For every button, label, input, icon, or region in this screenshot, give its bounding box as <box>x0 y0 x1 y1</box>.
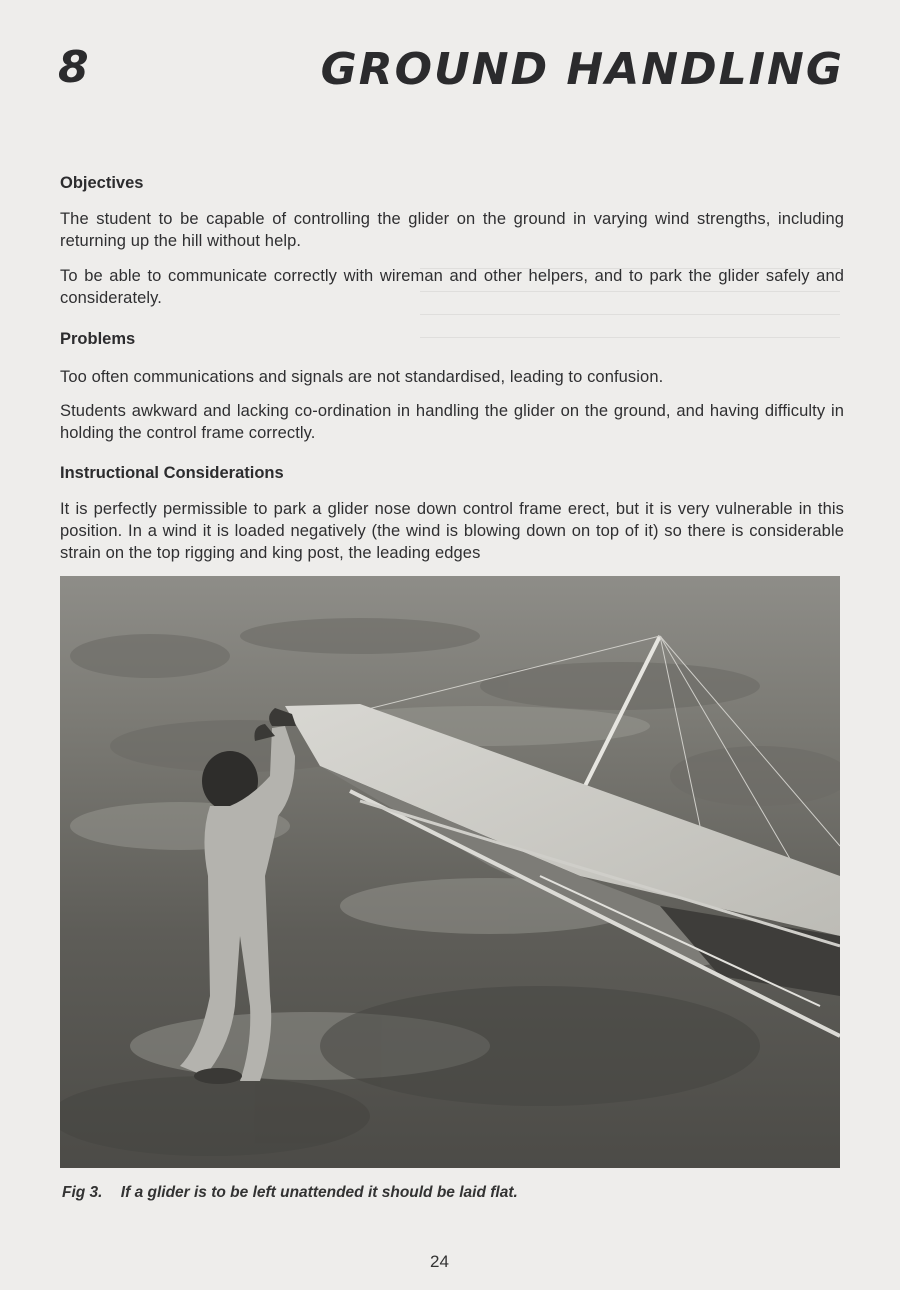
page-number: 24 <box>430 1252 449 1271</box>
figure-caption <box>62 1184 518 1202</box>
hang-glider-photo <box>60 576 840 1168</box>
objectives-heading: Objectives <box>60 174 144 192</box>
problems-heading: Problems <box>60 330 136 348</box>
instructional-considerations-heading: Instructional Considerations <box>60 464 284 482</box>
instructional-paragraph-1: It is perfectly permissible to park a glider nose down control frame erect, but it is very vulnerable in this position. In a wind it is loaded negatively (the wind is blowing down on top of it) so there is considerable strain on the top rigging and king post, the leading edges <box>60 500 844 562</box>
photo-illustration <box>60 576 840 1168</box>
figure-caption-text: If a glider is to be left unattended it should be laid flat. <box>120 1184 518 1201</box>
chapter-number: 8 <box>58 42 90 93</box>
objectives-paragraph-2: To be able to communicate correctly with wireman and other helpers, and to park the glider safely and considerately. <box>60 267 844 307</box>
figure-label: Fig 3. <box>62 1184 103 1201</box>
problems-paragraph-1: Too often communications and signals are not standardised, leading to confusion. <box>60 368 664 386</box>
chapter-title: GROUND HANDLING <box>320 44 844 95</box>
objectives-paragraph-1: The student to be capable of controlling the glider on the ground in varying wind strengths, including returning up the hill without help. <box>60 210 844 250</box>
problems-paragraph-2: Students awkward and lacking co-ordination in handling the glider on the ground, and having difficulty in holding the control frame correctly. <box>60 402 844 442</box>
